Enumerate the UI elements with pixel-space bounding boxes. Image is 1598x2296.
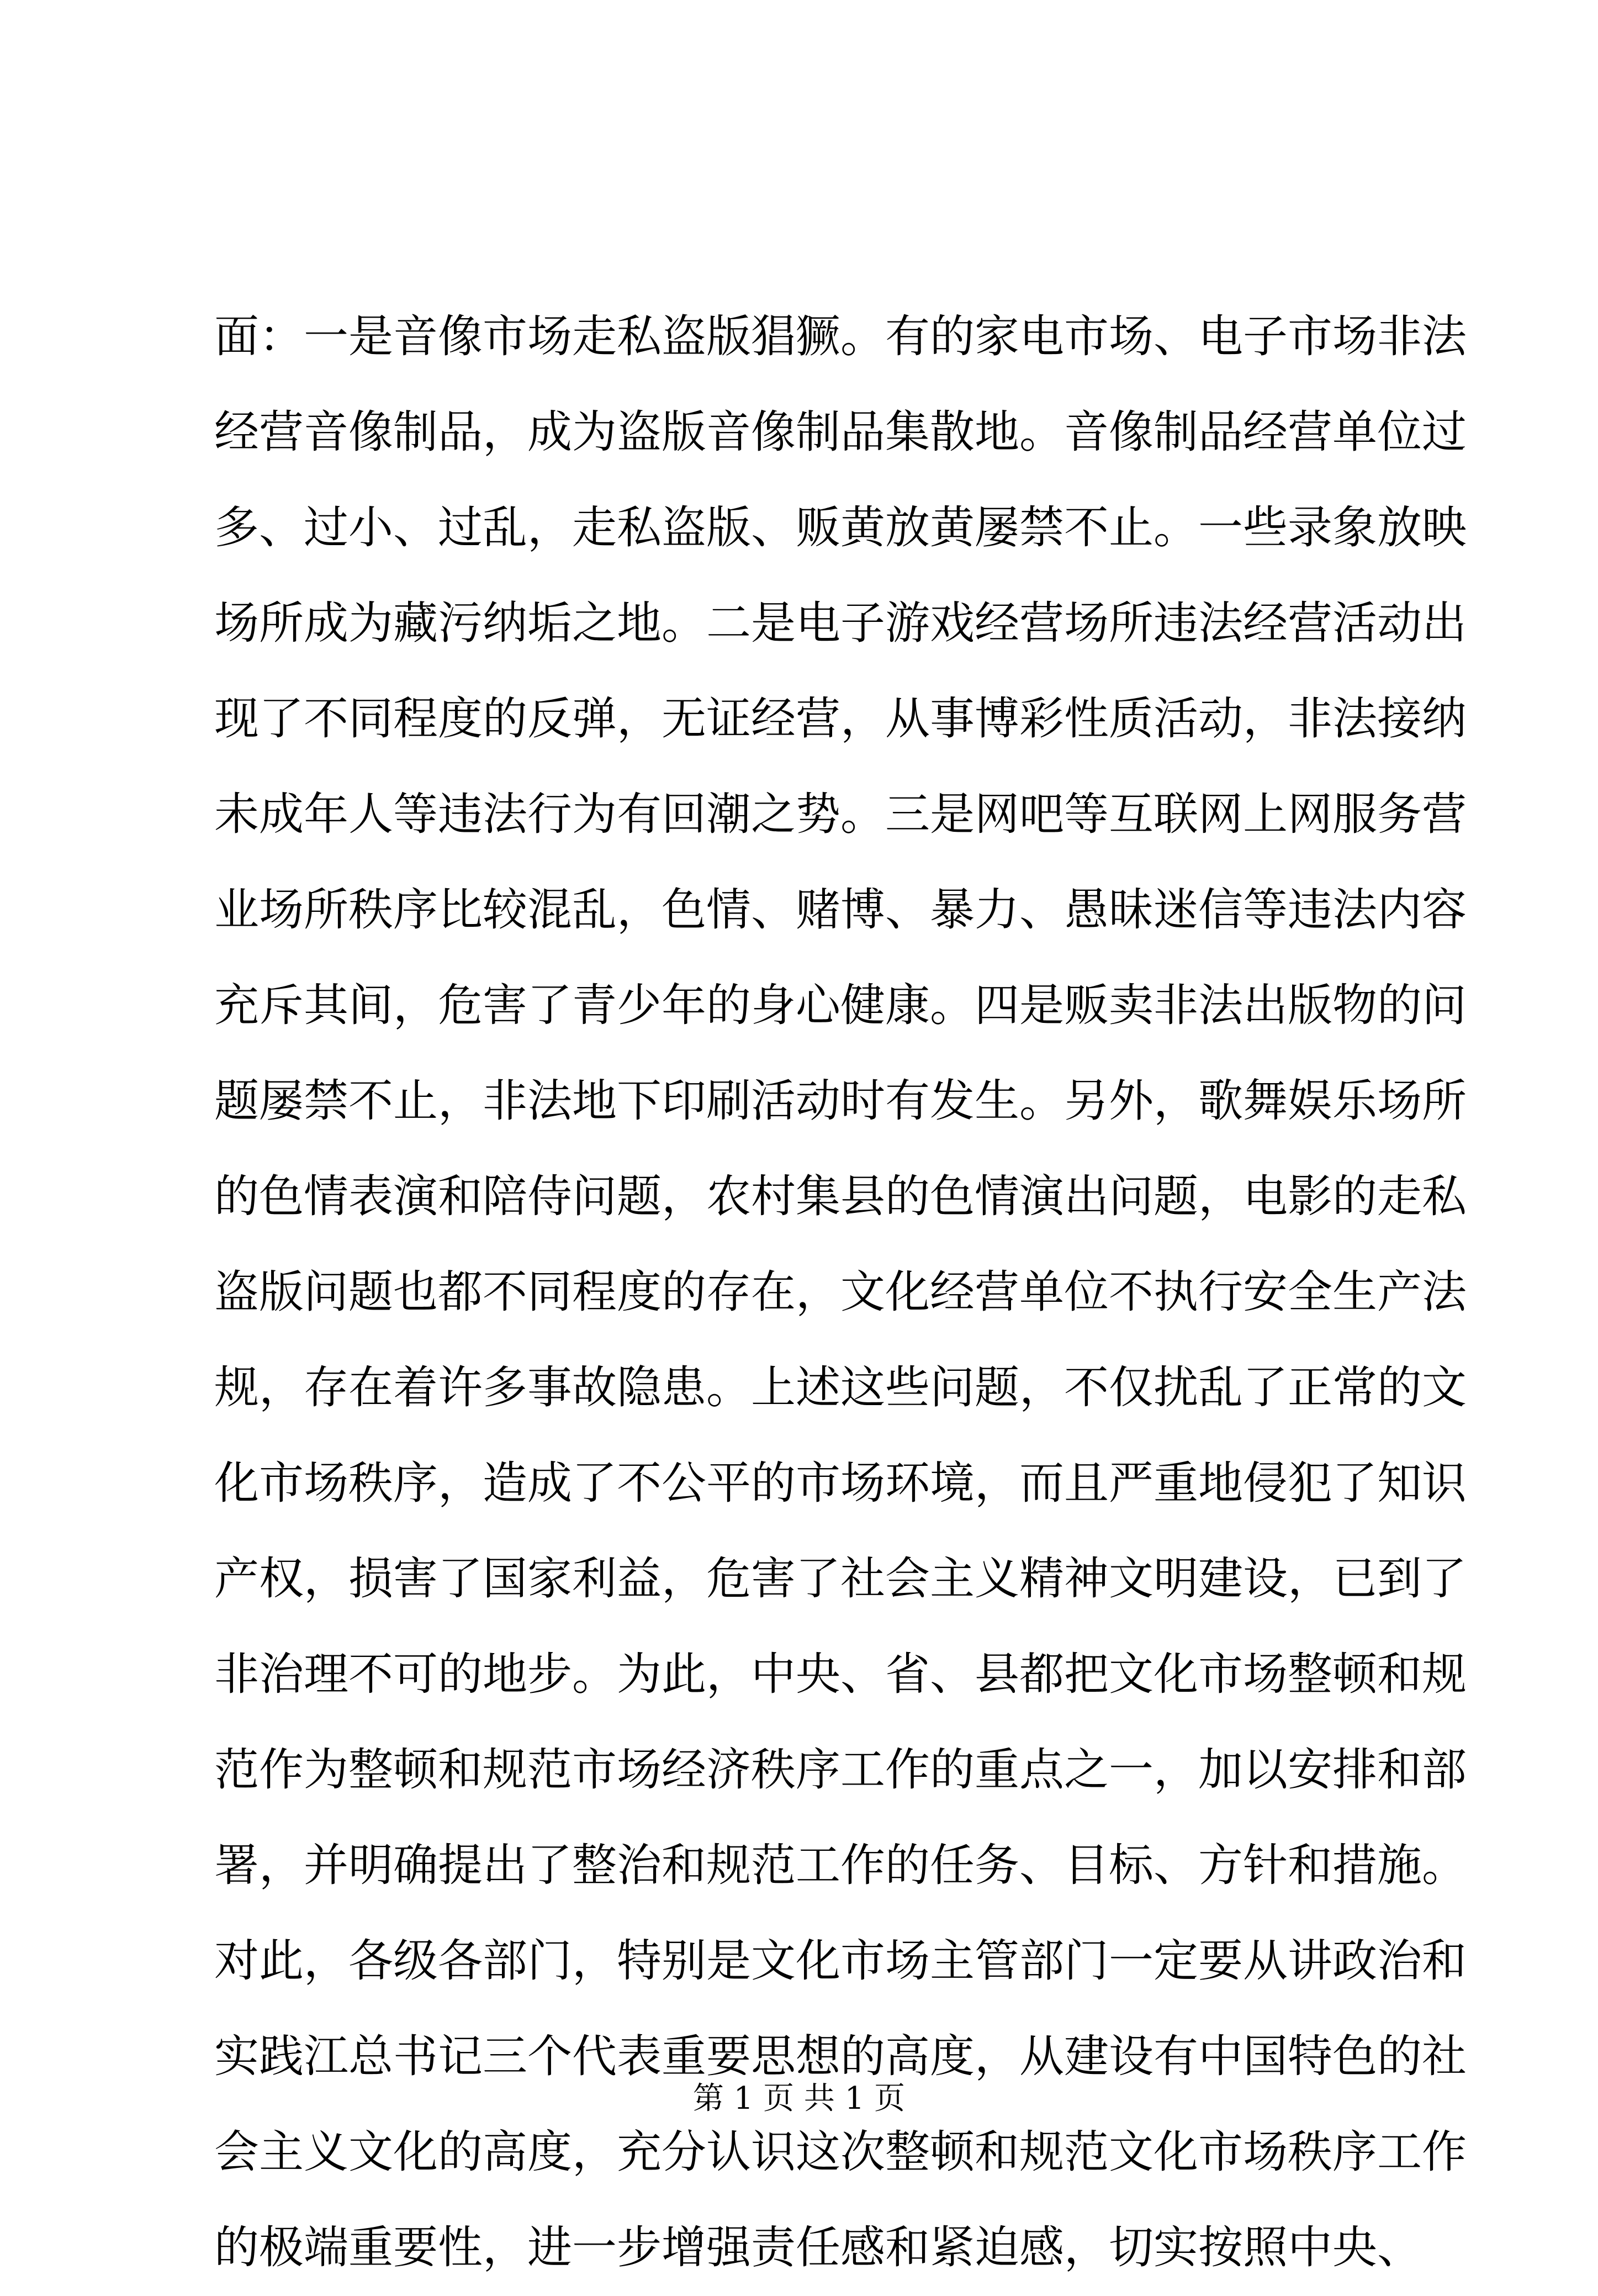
text-line: 会主义文化的高度，充分认识这次整顿和规范文化市场秩序工作	[214, 2126, 1467, 2178]
text-line: 题屡禁不止，非法地下印刷活动时有发生。另外，歌舞娱乐场所	[214, 1075, 1467, 1127]
text-line: 署，并明确提出了整治和规范工作的任务、目标、方针和措施。	[214, 1840, 1467, 1892]
text-line: 实践江总书记三个代表重要思想的高度，从建设有中国特色的社	[214, 2031, 1467, 2083]
text-line: 未成年人等违法行为有回潮之势。三是网吧等互联网上网服务营	[214, 789, 1467, 841]
text-line: 规，存在着许多事故隐患。上述这些问题，不仅扰乱了正常的文	[214, 1362, 1467, 1414]
text-line: 对此，各级各部门，特别是文化市场主管部门一定要从讲政治和	[214, 1935, 1467, 1987]
text-line: 现了不同程度的反弹，无证经营，从事博彩性质活动，非法接纳	[214, 693, 1467, 745]
text-line: 化市场秩序，造成了不公平的市场环境，而且严重地侵犯了知识	[214, 1458, 1467, 1509]
text-line: 场所成为藏污纳垢之地。二是电子游戏经营场所违法经营活动出	[214, 598, 1467, 650]
text-line: 面：一是音像市场走私盗版猖獗。有的家电市场、电子市场非法	[214, 311, 1467, 363]
text-line: 的极端重要性，进一步增强责任感和紧迫感，切实按照中央、	[214, 2222, 1422, 2274]
text-line: 业场所秩序比较混乱，色情、赌博、暴力、愚昧迷信等违法内容	[214, 884, 1467, 936]
text-line: 产权，损害了国家利益，危害了社会主义精神文明建设，已到了	[214, 1553, 1467, 1605]
body-text	[214, 289, 1467, 2296]
text-line: 的色情表演和陪侍问题，农村集县的色情演出问题，电影的走私	[214, 1171, 1467, 1223]
text-line: 非治理不可的地步。为此，中央、省、县都把文化市场整顿和规	[214, 1649, 1467, 1701]
text-line: 多、过小、过乱，走私盗版、贩黄放黄屡禁不止。一些录象放映	[214, 502, 1467, 554]
text-line: 盗版问题也都不同程度的存在，文化经营单位不执行安全生产法	[214, 1266, 1467, 1318]
text-line: 经营音像制品，成为盗版音像制品集散地。音像制品经营单位过	[214, 407, 1467, 458]
text-line: 范作为整顿和规范市场经济秩序工作的重点之一，加以安排和部	[214, 1744, 1467, 1796]
text-line: 充斥其间，危害了青少年的身心健康。四是贩卖非法出版物的问	[214, 980, 1467, 1032]
page-footer: 第 1 页 共 1 页	[692, 2081, 906, 2116]
